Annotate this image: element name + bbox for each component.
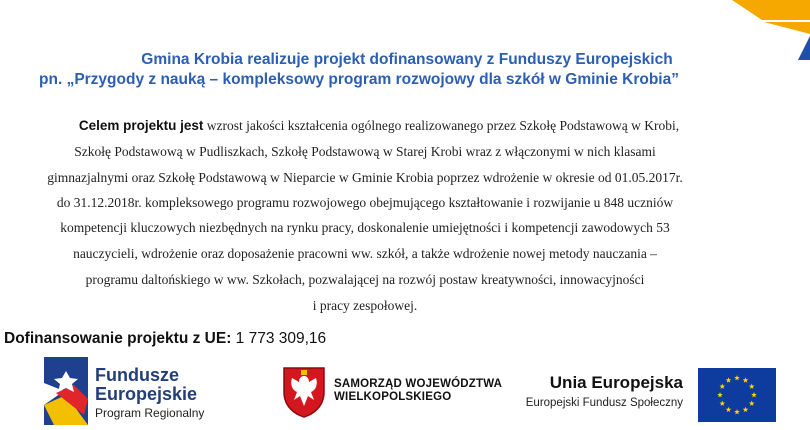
- wlkp-line1: SAMORZĄD WOJEWÓDZTWA: [334, 378, 503, 390]
- header-title-line1: Gmina Krobia realizuje projekt dofinansowany z Funduszy Europejskich: [141, 51, 673, 68]
- funding-amount: 1 773 309,16: [231, 330, 327, 347]
- funding-label: Dofinansowanie projektu z UE:: [4, 330, 232, 347]
- body-line-6: nauczycieli, wdrożenie oraz doposażenie pracowni ww. szkół, a także wdrożenie nowej metody nauczania –: [73, 246, 657, 261]
- body-line-1: [14, 114, 744, 138]
- eu-flag-icon: [698, 368, 776, 422]
- samorzad-logo: [334, 378, 502, 404]
- body-line-7: programu daltońskiego w ww. Szkołach, pozwalającej na rozwój postaw kreatywności, innowacyjności: [85, 272, 645, 287]
- body-line-5: kompetencji kluczowych niezbędnych na rynku pracy, doskonalenie umiejętności i kompetencji zawodowych 53: [60, 220, 670, 235]
- fe-line2: Europejskie: [95, 384, 198, 404]
- wielkopolska-eagle-icon: [282, 366, 326, 418]
- fundusze-europejskie-logo: [95, 366, 204, 422]
- fe-line1: Fundusze: [95, 365, 179, 385]
- body-lead: Celem projektu jest: [78, 118, 204, 133]
- body-line-2: Szkołę Podstawową w Pudliszkach, Szkołę Podstawową w Starej Krobi wraz z włączonymi w nich klasami: [74, 144, 656, 159]
- body-line-3: gimnazjalnymi oraz Szkołę Podstawową w Nieparcie w Gminie Krobia poprzez wdrożenie w okresie od 01.05.2017r.: [47, 170, 683, 185]
- body-line-8: i pracy zespołowej.: [312, 298, 418, 313]
- ue-line2: Europejski Fundusz Społeczny: [525, 397, 683, 409]
- unia-europejska-logo: [520, 373, 683, 411]
- funding-info: [4, 330, 326, 348]
- fe-line3: Program Regionalny: [95, 406, 205, 420]
- fundusze-europejskie-icon: [44, 355, 90, 427]
- wlkp-line2: WIELKOPOLSKIEGO: [334, 391, 452, 403]
- header-title-line2: pn. „Przygody z nauką – kompleksowy program rozwojowy dla szkół w Gminie Krobia”: [39, 71, 679, 88]
- body-line-4: do 31.12.2018r. kompleksowego programu rozwojowego obejmującego kształtowanie i rozwijanie u 848 uczniów: [56, 195, 674, 210]
- ue-line1: Unia Europejska: [549, 373, 683, 392]
- body-line-1-text: wzrost jakości kształcenia ogólnego realizowanego przez Szkołę Podstawową w Krobi,: [203, 118, 680, 133]
